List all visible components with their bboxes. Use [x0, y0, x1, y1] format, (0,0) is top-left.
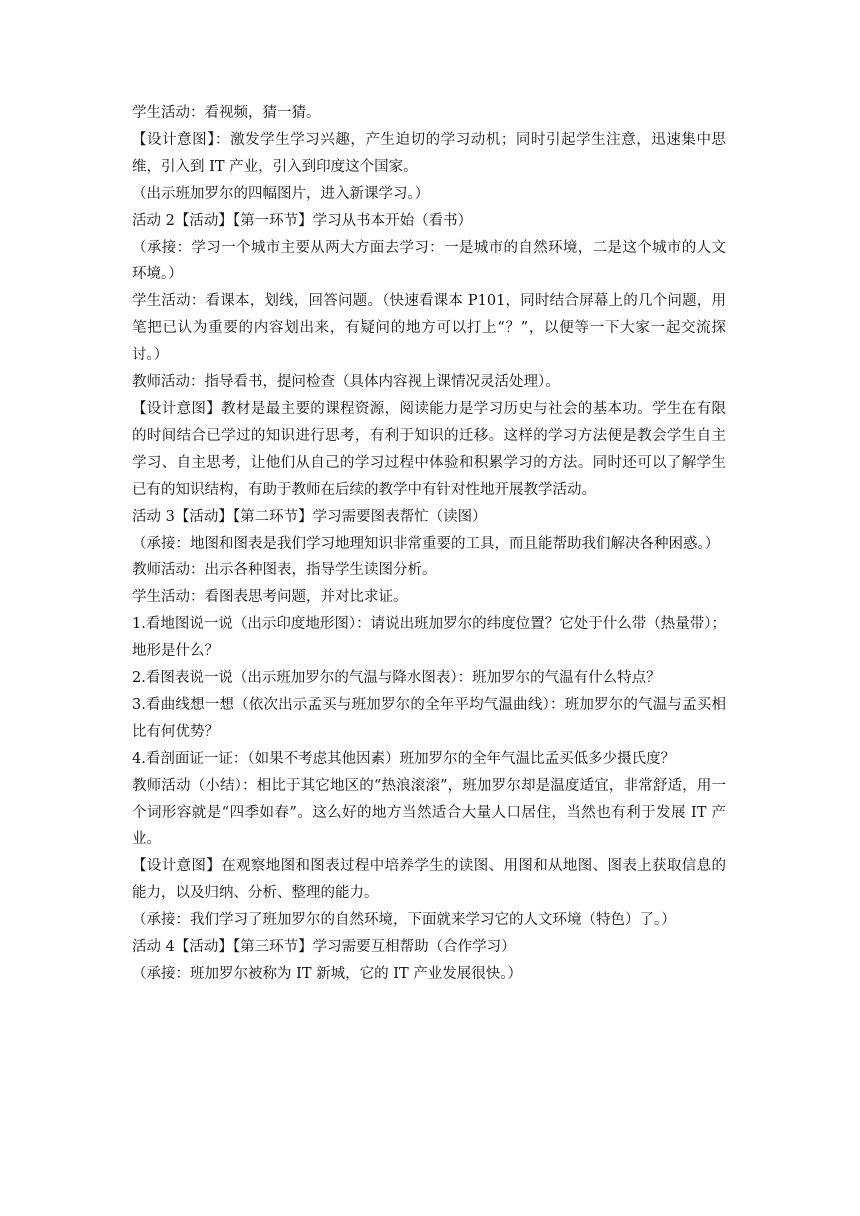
paragraph-activity-4-heading: 活动 4【活动】【第三环节】学习需要互相帮助（合作学习） [132, 939, 516, 956]
paragraph-design-intent-3: 【设计意图】在观察地图和图表过程中培养学生的读图、用图和从地图、图表上获取信息的能力，以及归纳、分析、整理的能力。 [132, 858, 726, 902]
paragraph-question-4: 4.看剖面证一证：（如果不考虑其他因素）班加罗尔的全年气温比孟买低多少摄氏度？ [132, 750, 676, 767]
paragraph-student-activity-charts: 学生活动：看图表思考问题，并对比求证。 [132, 589, 408, 606]
paragraph-design-intent-1: 【设计意图】：激发学生学习兴趣，产生迫切的学习动机；同时引起学生注意，迅速集中思维，引入到 IT 产业，引入到印度这个国家。 [132, 131, 726, 175]
paragraph-teacher-summary: 教师活动（小结）：相比于其它地区的“热浪滚滚”，班加罗尔却是温度适宜，非常舒适，用一个词形容就是“四季如春”。这么好的地方当然适合大量人口居住，当然也有利于发展 IT 产业。 [132, 777, 726, 848]
paragraph-question-2: 2.看图表说一说（出示班加罗尔的气温与降水图表）：班加罗尔的气温有什么特点？ [132, 670, 661, 687]
paragraph-show-pictures: （出示班加罗尔的四幅图片，进入新课学习。） [132, 185, 430, 202]
paragraph-activity-3-heading: 活动 3【活动】【第二环节】学习需要图表帮忙（读图） [132, 508, 487, 525]
paragraph-transition-3: （承接：我们学习了班加罗尔的自然环境，下面就来学习它的人文环境（特色）了。） [132, 912, 676, 929]
paragraph-teacher-activity-reading: 教师活动：指导看书，提问检查（具体内容视上课情况灵活处理）。 [132, 374, 560, 391]
paragraph-transition-4: （承接：班加罗尔被称为 IT 新城，它的 IT 产业发展很快。） [132, 966, 522, 982]
paragraph-transition-1: （承接：学习一个城市主要从两大方面去学习：一是城市的自然环境，二是这个城市的人文环境。） [132, 239, 726, 283]
paragraph-transition-2: （承接：地图和图表是我们学习地理知识非常重要的工具，而且能帮助我们解决各种困惑。） [132, 535, 720, 552]
paragraph-question-3: 3.看曲线想一想（依次出示孟买与班加罗尔的全年平均气温曲线）：班加罗尔的气温与孟买相比有何优势？ [132, 696, 726, 740]
paragraph-activity-2-heading: 活动 2【活动】【第一环节】学习从书本开始（看书） [132, 212, 473, 229]
paragraph-question-1: 1.看地图说一说（出示印度地形图）：请说出班加罗尔的纬度位置？它处于什么带（热量带）；地形是什么？ [132, 616, 726, 660]
paragraph-student-activity-video: 学生活动：看视频，猜一猜。 [132, 105, 321, 121]
paragraph-design-intent-2: 【设计意图】教材是最主要的课程资源，阅读能力是学习历史与社会的基本功。学生在有限的时间结合已学过的知识进行思考，有利于知识的迁移。这样的学习方法便是教会学生自主学习、自主思考，让他们从自己的学习过程中体验和积累学习的方法。同时还可以了解学生已有的知识结构，有助于教师在后续的教学中有针对性地开展教学活动。 [132, 400, 726, 498]
paragraph-teacher-activity-charts: 教师活动：出示各种图表，指导学生读图分析。 [132, 562, 437, 579]
document-body [132, 100, 726, 988]
paragraph-student-activity-textbook: 学生活动：看课本，划线，回答问题。（快速看课本 P101，同时结合屏幕上的几个问题，用笔把已认为重要的内容划出来，有疑问的地方可以打上“？”，以便等一下大家一起交流探讨。） [132, 293, 726, 364]
